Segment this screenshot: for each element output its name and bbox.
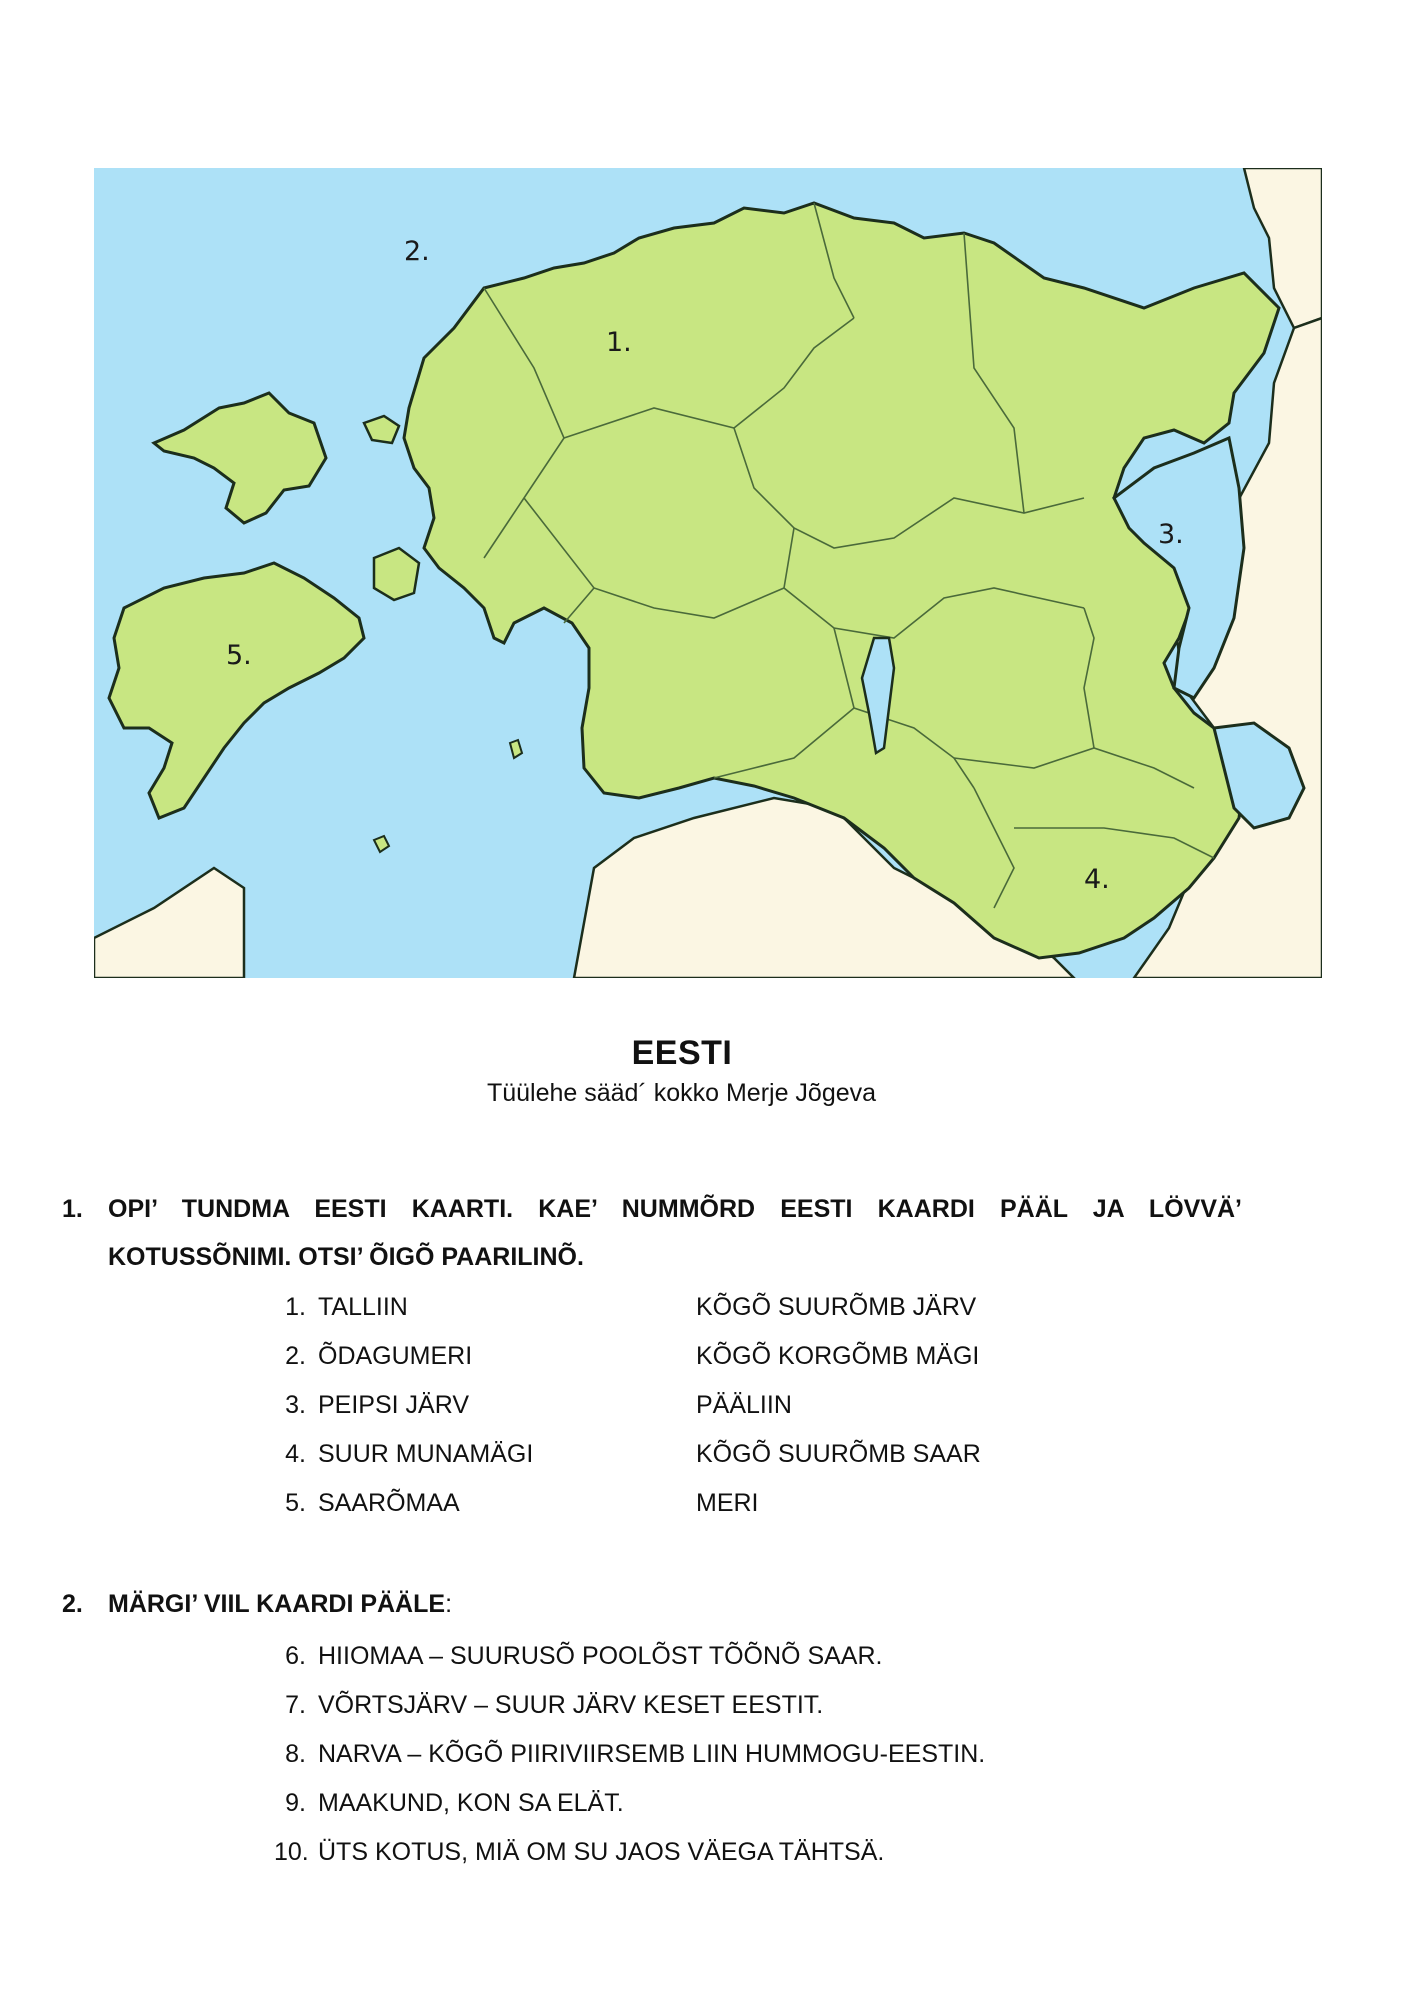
map-label-4: 4. — [1084, 864, 1110, 895]
task-2-title: MÄRGI’ VIIL KAARDI PÄÄLE — [108, 1590, 446, 1618]
list-item: 4. SUUR MUNAMÄGI KÕGÕ SUURÕMB SAAR — [62, 1430, 1242, 1479]
place-name: PEIPSI JÄRV — [318, 1391, 469, 1419]
list-item: 7. VÕRTSJÄRV – SUUR JÄRV KESET EESTIT. — [285, 1691, 824, 1719]
task-2-number: 2. — [62, 1590, 83, 1618]
title-block — [0, 1034, 1414, 1108]
task-1-line-2: KOTUSSÕNIMI. OTSI’ ÕIGÕ PAARILINÕ. — [108, 1243, 584, 1271]
task-1-number: 1. — [62, 1195, 83, 1223]
place-description: KÕGÕ SUURÕMB JÄRV — [696, 1293, 977, 1321]
map-label-5: 5. — [226, 640, 252, 671]
list-item: 5. SAARÕMAA MERI — [62, 1479, 1242, 1528]
place-name: ÕDAGUMERI — [318, 1342, 473, 1370]
list-item: 10. ÜTS KOTUS, MIÄ OM SU JAOS VÄEGA TÄHTSÄ. — [274, 1838, 885, 1866]
task-1-pairs — [62, 1283, 1242, 1528]
list-item: 1. TALLIIN KÕGÕ SUURÕMB JÄRV — [62, 1283, 1242, 1332]
list-item: 2. ÕDAGUMERI KÕGÕ KORGÕMB MÄGI — [62, 1332, 1242, 1381]
place-name: TALLIIN — [318, 1293, 408, 1321]
list-item: 9. MAAKUND, KON SA ELÄT. — [285, 1789, 624, 1817]
task-2-heading: 2. MÄRGI’ VIIL KAARDI PÄÄLE: — [62, 1580, 1242, 1628]
place-name: SUUR MUNAMÄGI — [318, 1440, 534, 1468]
place-description: KÕGÕ KORGÕMB MÄGI — [696, 1342, 980, 1370]
task-2 — [62, 1580, 1242, 1877]
list-item: 3. PEIPSI JÄRV PÄÄLIIN — [62, 1381, 1242, 1430]
task-1-line-1: OPI’ TUNDMA EESTI KAARTI. KAE’ NUMMÕRD EESTI KAARDI PÄÄL JA LÖVVÄ’ — [108, 1195, 1242, 1223]
estonia-map — [94, 168, 1322, 978]
list-item: 6. HIIOMAA – SUURUSÕ POOLÕST TÕÕNÕ SAAR. — [285, 1642, 883, 1670]
map-label-2: 2. — [404, 236, 430, 267]
place-description: KÕGÕ SUURÕMB SAAR — [696, 1440, 981, 1468]
place-name: SAARÕMAA — [318, 1489, 460, 1517]
task-2-items — [62, 1632, 1242, 1877]
list-item: 8. NARVA – KÕGÕ PIIRIVIIRSEMB LIIN HUMMOGU-EESTIN. — [285, 1740, 986, 1768]
place-description: PÄÄLIIN — [696, 1391, 792, 1419]
task-1-heading — [62, 1185, 1242, 1281]
map-label-1: 1. — [606, 327, 632, 358]
page-subtitle: Tüülehe sääd´ kokko Merje Jõgeva — [486, 1079, 877, 1107]
task-1 — [62, 1185, 1242, 1528]
map-label-3: 3. — [1158, 519, 1184, 550]
place-description: MERI — [696, 1489, 759, 1517]
page-title: EESTI — [631, 1034, 733, 1072]
